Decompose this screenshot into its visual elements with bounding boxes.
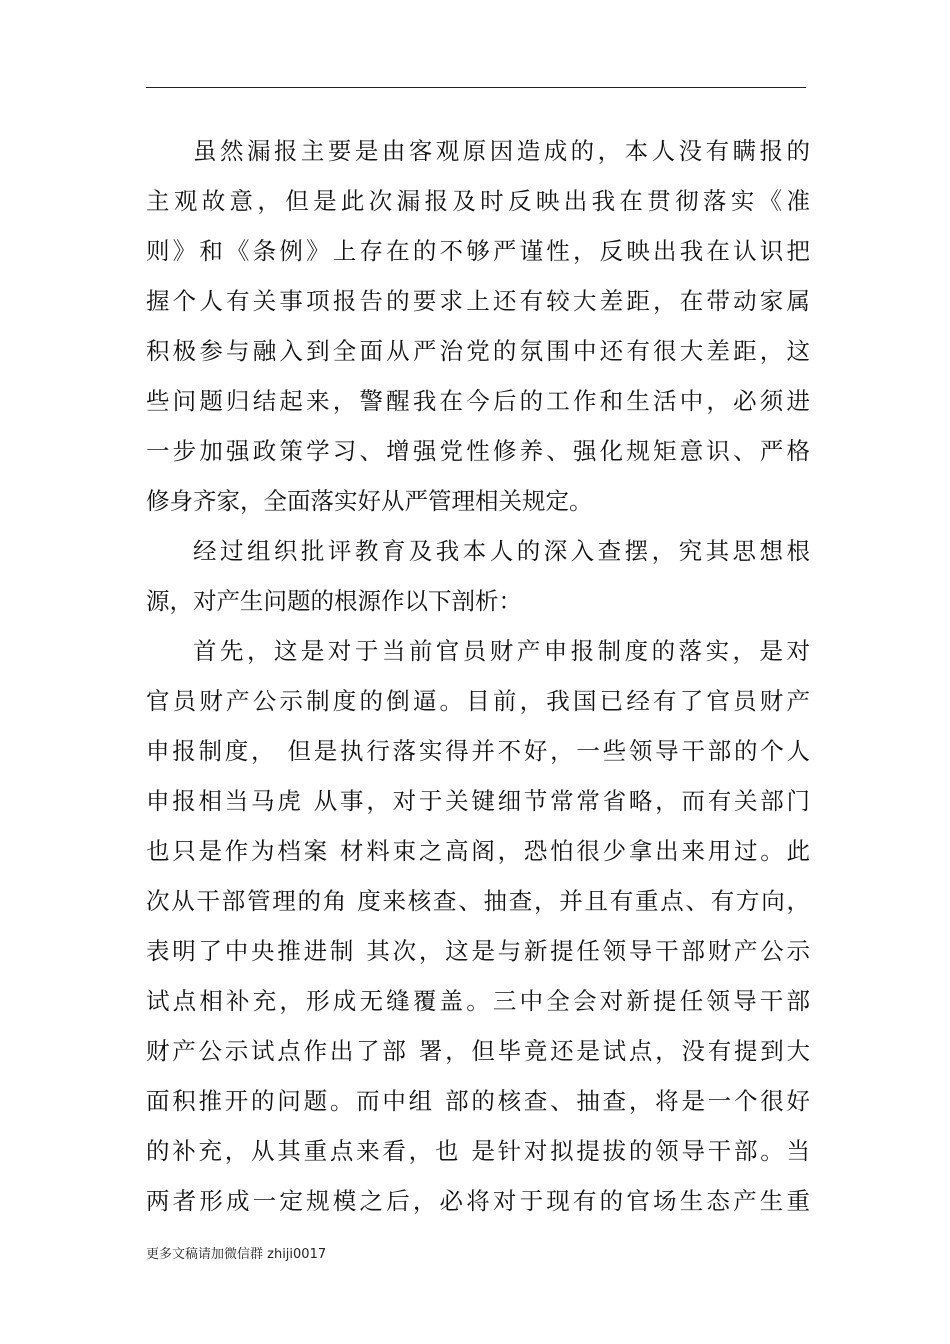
paragraph-line: 经过组织批评教育及我本人的深入查摆，究其思想根 — [193, 537, 810, 565]
paragraph-line: 表明了中央推进制 其次，这是与新提任领导干部财产公示 — [146, 937, 810, 965]
paragraph-line: 源，对产生问题的根源作以下剖析： — [146, 587, 522, 615]
paragraph-line: 一步加强政策学习、增强党性修养、强化规矩意识、严格 — [146, 437, 810, 465]
paragraph-line: 握个人有关事项报告的要求上还有较大差距，在带动家属 — [146, 287, 810, 315]
footer-note: 更多文稿请加微信群 zhiji0017 — [146, 1247, 327, 1262]
paragraph-line: 面积推开的问题。而中组 部的核查、抽查，将是一个很好 — [146, 1087, 810, 1115]
paragraph-line: 些问题归结起来，警醒我在今后的工作和生活中，必须进 — [146, 387, 810, 415]
paragraph-line: 次从干部管理的角 度来核查、抽查，并且有重点、有方向， — [146, 887, 810, 915]
paragraph-line: 积极参与融入到全面从严治党的氛围中还有很大差距，这 — [146, 337, 810, 365]
document-body — [146, 126, 810, 1226]
paragraph-line: 试点相补充，形成无缝覆盖。三中全会对新提任领导干部 — [146, 987, 810, 1015]
paragraph-line: 申报相当马虎 从事，对于关键细节常常省略，而有关部门 — [146, 787, 810, 815]
paragraph-line: 则》和《条例》上存在的不够严谨性，反映出我在认识把 — [146, 237, 810, 265]
paragraph-line: 两者形成一定规模之后，必将对于现有的官场生态产生重 — [146, 1187, 810, 1215]
paragraph-line: 也只是作为档案 材料束之高阁，恐怕很少拿出来用过。此 — [146, 837, 810, 865]
paragraph-line: 财产公示试点作出了部 署，但毕竟还是试点，没有提到大 — [146, 1037, 810, 1065]
paragraph-line: 申报制度， 但是执行落实得并不好，一些领导干部的个人 — [146, 737, 810, 765]
paragraph-line: 修身齐家，全面落实好从严管理相关规定。 — [146, 487, 593, 515]
paragraph-line: 主观故意，但是此次漏报及时反映出我在贯彻落实《准 — [146, 187, 810, 215]
paragraph-line: 虽然漏报主要是由客观原因造成的，本人没有瞒报的 — [193, 137, 810, 165]
paragraph-line: 首先，这是对于当前官员财产申报制度的落实，是对 — [193, 637, 810, 665]
paragraph-line: 的补充，从其重点来看，也 是针对拟提拔的领导干部。当 — [146, 1137, 810, 1165]
paragraph-line: 官员财产公示制度的倒逼。目前，我国已经有了官员财产 — [146, 687, 810, 715]
header-rule — [146, 87, 806, 88]
